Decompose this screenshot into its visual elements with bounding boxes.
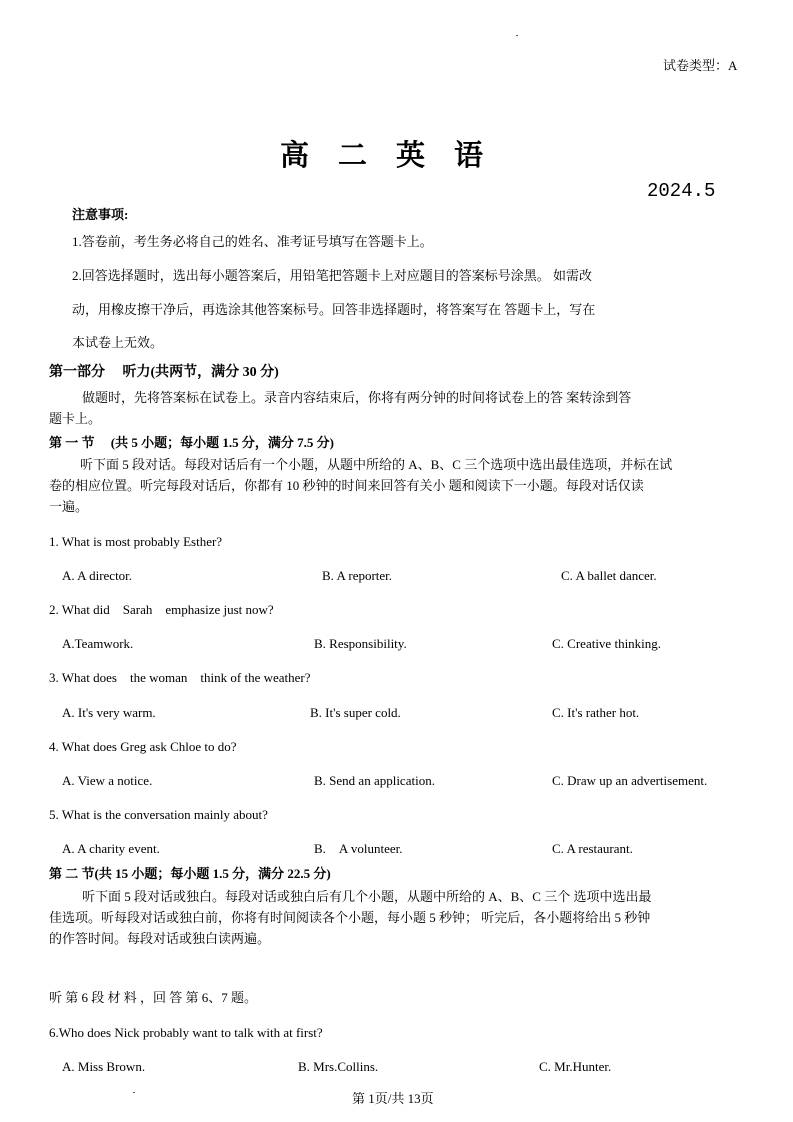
material-6-instruction: 听 第 6 段 材 料 ，回 答 第 6、7 题。: [49, 990, 258, 1005]
question-2-option-c: C. Creative thinking.: [552, 636, 662, 651]
question-3-option-b: B. It's super cold.: [310, 705, 401, 720]
notice-item-2-line-1: 2.回答选择题时，选出每小题答案后，用铅笔把答题卡上对应题目的答案标号涂黑。 如需改: [72, 268, 593, 283]
notice-item-2-line-2: 动，用橡皮擦干净后，再选涂其他答案标号。回答非选择题时，将答案写在 答题卡上，写在: [72, 302, 596, 317]
section1-heading: 第 一 节 (共 5 小题；每小题 1.5 分，满分 7.5 分): [49, 435, 334, 450]
question-6: 6.Who does Nick probably want to talk with at first?: [49, 1025, 323, 1040]
section1-instruction-line-1: 听下面 5 段对话。每段对话后有一个小题，从题中所给的 A、B、C 三个选项中选出最佳选项，并标在试: [80, 457, 673, 472]
notice-item-1: 1.答卷前，考生务必将自己的姓名、准考证号填写在答题卡上。: [72, 234, 433, 249]
question-6-option-b: B. Mrs.Collins.: [298, 1059, 379, 1074]
scan-dot-bottom: [133, 1092, 135, 1093]
question-1-option-a: A. A director.: [62, 568, 133, 583]
question-5: 5. What is the conversation mainly about?: [49, 807, 268, 822]
question-4-option-b: B. Send an application.: [314, 773, 435, 788]
section2-heading: 第 二 节(共 15 小题；每小题 1.5 分，满分 22.5 分): [49, 866, 331, 881]
page-title: 高 二 英 语: [280, 140, 484, 172]
question-1: 1. What is most probably Esther?: [49, 534, 223, 549]
question-3-option-c: C. It's rather hot.: [552, 705, 640, 720]
page-footer: 第 1页/共 13页: [352, 1091, 434, 1106]
question-5-option-a: A. A charity event.: [62, 841, 160, 856]
question-4-option-c: C. Draw up an advertisement.: [552, 773, 708, 788]
question-2: 2. What did Sarah emphasize just now?: [49, 602, 274, 617]
question-6-option-c: C. Mr.Hunter.: [539, 1059, 612, 1074]
question-4: 4. What does Greg ask Chloe to do?: [49, 739, 237, 754]
paper-type-label: 试卷类型：A: [663, 58, 738, 73]
section1-instruction-line-3: 一遍。: [49, 499, 89, 514]
question-1-option-b: B. A reporter.: [322, 568, 393, 583]
part1-instruction-line-1: 做题时，先将答案标在试卷上。录音内容结束后，你将有两分钟的时间将试卷上的答 案转涂到答: [82, 390, 632, 405]
part1-instruction-line-2: 题卡上。: [49, 411, 102, 426]
question-5-option-b: B. A volunteer.: [314, 841, 403, 856]
scan-dot-top: [516, 35, 518, 36]
question-6-option-a: A. Miss Brown.: [62, 1059, 146, 1074]
question-2-option-a: A.Teamwork.: [62, 636, 134, 651]
section2-instruction-line-2: 佳选项。听每段对话或独白前，你将有时间阅读各个小题，每小题 5 秒钟； 听完后，各小题将给出 5 秒钟: [49, 910, 651, 925]
section2-instruction-line-3: 的作答时间。每段对话或独白读两遍。: [49, 931, 271, 946]
question-4-option-a: A. View a notice.: [62, 773, 153, 788]
section2-instruction-line-1: 听下面 5 段对话或独白。每段对话或独白后有几个小题，从题中所给的 A、B、C 三个 选项中选出最: [82, 889, 652, 904]
notice-item-2-line-3: 本试卷上无效。: [72, 335, 164, 350]
notice-heading: 注意事项:: [72, 207, 129, 222]
question-3: 3. What does the woman think of the weather?: [49, 670, 311, 685]
question-1-option-c: C. A ballet dancer.: [561, 568, 657, 583]
section1-instruction-line-2: 卷的相应位置。听完每段对话后，你都有 10 秒钟的时间来回答有关小 题和阅读下一小题。每段对话仅读: [49, 478, 644, 493]
part1-heading: 第一部分 听力(共两节，满分 30 分): [49, 365, 279, 380]
question-2-option-b: B. Responsibility.: [314, 636, 407, 651]
question-5-option-c: C. A restaurant.: [552, 841, 633, 856]
exam-date: 2024.5: [647, 180, 716, 202]
question-3-option-a: A. It's very warm.: [62, 705, 156, 720]
